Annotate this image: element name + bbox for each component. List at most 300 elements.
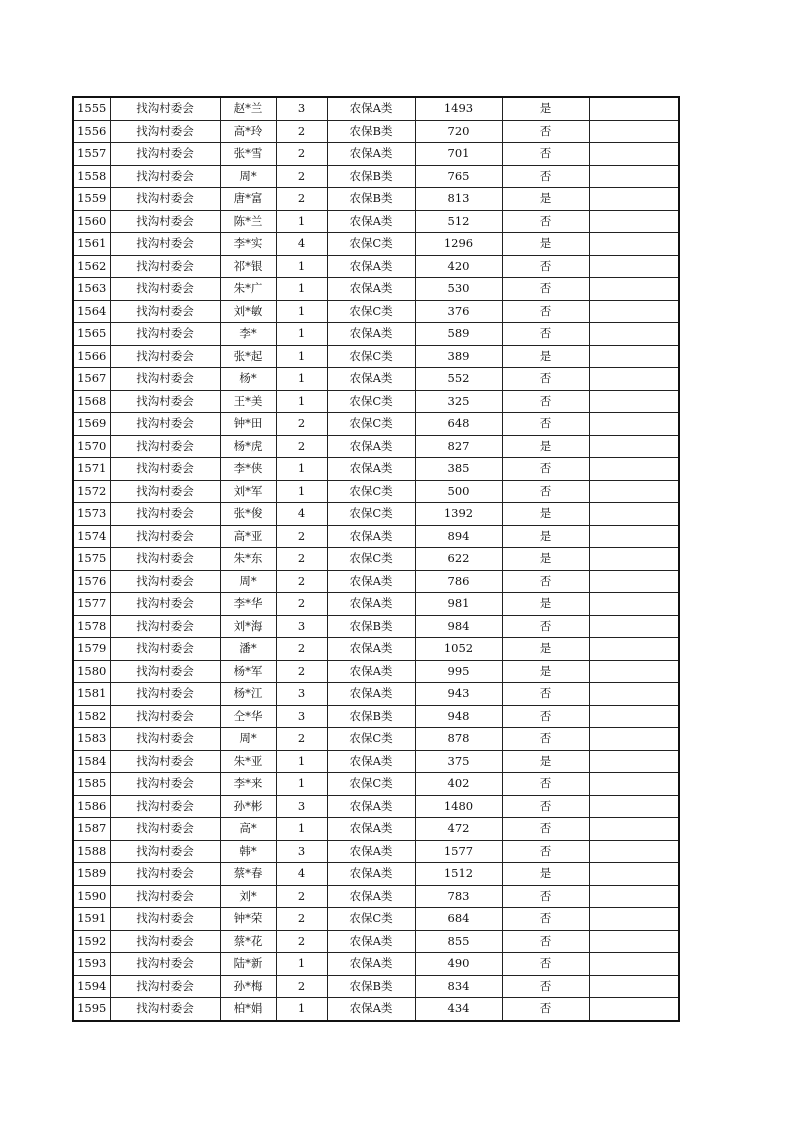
insurance-category: 农保B类: [327, 975, 415, 998]
village-committee: 找沟村委会: [110, 300, 220, 323]
amount: 684: [415, 908, 502, 931]
row-number: 1591: [73, 908, 110, 931]
blank-cell: [589, 773, 679, 796]
row-number: 1578: [73, 615, 110, 638]
village-committee: 找沟村委会: [110, 840, 220, 863]
village-committee: 找沟村委会: [110, 435, 220, 458]
person-name: 李*来: [220, 773, 276, 796]
blank-cell: [589, 615, 679, 638]
blank-cell: [589, 818, 679, 841]
household-size: 2: [276, 435, 327, 458]
row-number: 1587: [73, 818, 110, 841]
village-committee: 找沟村委会: [110, 615, 220, 638]
amount: 827: [415, 435, 502, 458]
flag-yes-no: 否: [502, 773, 589, 796]
household-size: 3: [276, 705, 327, 728]
person-name: 周*: [220, 728, 276, 751]
village-committee: 找沟村委会: [110, 97, 220, 120]
blank-cell: [589, 998, 679, 1021]
blank-cell: [589, 458, 679, 481]
row-number: 1569: [73, 413, 110, 436]
amount: 589: [415, 323, 502, 346]
table-row: [73, 593, 679, 616]
row-number: 1574: [73, 525, 110, 548]
household-size: 1: [276, 210, 327, 233]
flag-yes-no: 否: [502, 795, 589, 818]
flag-yes-no: 否: [502, 210, 589, 233]
amount: 1512: [415, 863, 502, 886]
blank-cell: [589, 390, 679, 413]
row-number: 1555: [73, 97, 110, 120]
person-name: 高*玲: [220, 120, 276, 143]
flag-yes-no: 否: [502, 143, 589, 166]
amount: 552: [415, 368, 502, 391]
amount: 1480: [415, 795, 502, 818]
insurance-category: 农保A类: [327, 435, 415, 458]
household-size: 1: [276, 390, 327, 413]
person-name: 高*: [220, 818, 276, 841]
flag-yes-no: 否: [502, 975, 589, 998]
village-committee: 找沟村委会: [110, 143, 220, 166]
flag-yes-no: 是: [502, 863, 589, 886]
row-number: 1580: [73, 660, 110, 683]
amount: 765: [415, 165, 502, 188]
table-row: [73, 728, 679, 751]
household-size: 1: [276, 458, 327, 481]
blank-cell: [589, 548, 679, 571]
village-committee: 找沟村委会: [110, 750, 220, 773]
flag-yes-no: 是: [502, 233, 589, 256]
household-size: 1: [276, 998, 327, 1021]
amount: 1493: [415, 97, 502, 120]
amount: 490: [415, 953, 502, 976]
row-number: 1572: [73, 480, 110, 503]
household-size: 1: [276, 953, 327, 976]
table-row: [73, 930, 679, 953]
insurance-category: 农保A类: [327, 660, 415, 683]
row-number: 1560: [73, 210, 110, 233]
amount: 786: [415, 570, 502, 593]
table-row: [73, 390, 679, 413]
flag-yes-no: 否: [502, 953, 589, 976]
amount: 783: [415, 885, 502, 908]
person-name: 高*亚: [220, 525, 276, 548]
insurance-category: 农保C类: [327, 390, 415, 413]
household-size: 2: [276, 143, 327, 166]
insurance-category: 农保A类: [327, 638, 415, 661]
household-size: 2: [276, 660, 327, 683]
blank-cell: [589, 525, 679, 548]
flag-yes-no: 否: [502, 480, 589, 503]
row-number: 1584: [73, 750, 110, 773]
blank-cell: [589, 683, 679, 706]
table-row: [73, 885, 679, 908]
insurance-category: 农保A类: [327, 683, 415, 706]
insurance-category: 农保C类: [327, 413, 415, 436]
row-number: 1568: [73, 390, 110, 413]
village-committee: 找沟村委会: [110, 863, 220, 886]
insurance-category: 农保A类: [327, 323, 415, 346]
household-size: 1: [276, 750, 327, 773]
table-row: [73, 525, 679, 548]
household-size: 1: [276, 255, 327, 278]
household-size: 3: [276, 683, 327, 706]
blank-cell: [589, 210, 679, 233]
blank-cell: [589, 278, 679, 301]
table-row: [73, 975, 679, 998]
person-name: 张*起: [220, 345, 276, 368]
table-row: [73, 660, 679, 683]
person-name: 钟*荣: [220, 908, 276, 931]
household-size: 2: [276, 548, 327, 571]
flag-yes-no: 否: [502, 368, 589, 391]
roster-body: [73, 97, 679, 1021]
amount: 376: [415, 300, 502, 323]
flag-yes-no: 否: [502, 390, 589, 413]
row-number: 1589: [73, 863, 110, 886]
amount: 648: [415, 413, 502, 436]
table-row: [73, 435, 679, 458]
flag-yes-no: 是: [502, 188, 589, 211]
flag-yes-no: 否: [502, 728, 589, 751]
row-number: 1590: [73, 885, 110, 908]
row-number: 1571: [73, 458, 110, 481]
person-name: 杨*军: [220, 660, 276, 683]
household-size: 4: [276, 503, 327, 526]
flag-yes-no: 否: [502, 840, 589, 863]
village-committee: 找沟村委会: [110, 458, 220, 481]
person-name: 周*: [220, 165, 276, 188]
flag-yes-no: 否: [502, 165, 589, 188]
person-name: 孙*梅: [220, 975, 276, 998]
village-committee: 找沟村委会: [110, 975, 220, 998]
village-committee: 找沟村委会: [110, 233, 220, 256]
row-number: 1575: [73, 548, 110, 571]
household-size: 2: [276, 975, 327, 998]
amount: 943: [415, 683, 502, 706]
row-number: 1595: [73, 998, 110, 1021]
household-size: 2: [276, 165, 327, 188]
insurance-category: 农保A类: [327, 593, 415, 616]
insurance-category: 农保A类: [327, 570, 415, 593]
household-size: 1: [276, 278, 327, 301]
blank-cell: [589, 908, 679, 931]
person-name: 李*: [220, 323, 276, 346]
row-number: 1593: [73, 953, 110, 976]
table-row: [73, 840, 679, 863]
blank-cell: [589, 255, 679, 278]
village-committee: 找沟村委会: [110, 323, 220, 346]
row-number: 1576: [73, 570, 110, 593]
insurance-category: 农保B类: [327, 705, 415, 728]
person-name: 陆*新: [220, 953, 276, 976]
flag-yes-no: 是: [502, 345, 589, 368]
insurance-category: 农保A类: [327, 368, 415, 391]
person-name: 蔡*春: [220, 863, 276, 886]
row-number: 1562: [73, 255, 110, 278]
insurance-category: 农保A类: [327, 143, 415, 166]
row-number: 1592: [73, 930, 110, 953]
village-committee: 找沟村委会: [110, 705, 220, 728]
person-name: 杨*虎: [220, 435, 276, 458]
amount: 434: [415, 998, 502, 1021]
village-committee: 找沟村委会: [110, 885, 220, 908]
amount: 512: [415, 210, 502, 233]
amount: 878: [415, 728, 502, 751]
blank-cell: [589, 930, 679, 953]
row-number: 1557: [73, 143, 110, 166]
flag-yes-no: 是: [502, 435, 589, 458]
household-size: 3: [276, 615, 327, 638]
row-number: 1573: [73, 503, 110, 526]
table-row: [73, 705, 679, 728]
roster-table: [72, 96, 680, 1022]
flag-yes-no: 是: [502, 750, 589, 773]
blank-cell: [589, 435, 679, 458]
household-size: 2: [276, 885, 327, 908]
blank-cell: [589, 97, 679, 120]
household-size: 1: [276, 368, 327, 391]
amount: 622: [415, 548, 502, 571]
village-committee: 找沟村委会: [110, 120, 220, 143]
flag-yes-no: 否: [502, 413, 589, 436]
village-committee: 找沟村委会: [110, 345, 220, 368]
village-committee: 找沟村委会: [110, 548, 220, 571]
insurance-category: 农保A类: [327, 255, 415, 278]
insurance-category: 农保C类: [327, 480, 415, 503]
person-name: 刘*军: [220, 480, 276, 503]
insurance-category: 农保C类: [327, 548, 415, 571]
insurance-category: 农保C类: [327, 773, 415, 796]
table-row: [73, 480, 679, 503]
amount: 894: [415, 525, 502, 548]
table-row: [73, 368, 679, 391]
household-size: 1: [276, 818, 327, 841]
amount: 402: [415, 773, 502, 796]
table-row: [73, 503, 679, 526]
amount: 981: [415, 593, 502, 616]
table-row: [73, 255, 679, 278]
flag-yes-no: 是: [502, 593, 589, 616]
person-name: 李*实: [220, 233, 276, 256]
insurance-category: 农保A类: [327, 278, 415, 301]
insurance-category: 农保A类: [327, 863, 415, 886]
amount: 813: [415, 188, 502, 211]
amount: 1296: [415, 233, 502, 256]
row-number: 1565: [73, 323, 110, 346]
table-row: [73, 278, 679, 301]
amount: 500: [415, 480, 502, 503]
blank-cell: [589, 413, 679, 436]
village-committee: 找沟村委会: [110, 818, 220, 841]
insurance-category: 农保B类: [327, 188, 415, 211]
insurance-category: 农保C类: [327, 233, 415, 256]
insurance-category: 农保A类: [327, 525, 415, 548]
flag-yes-no: 否: [502, 930, 589, 953]
village-committee: 找沟村委会: [110, 660, 220, 683]
person-name: 刘*海: [220, 615, 276, 638]
blank-cell: [589, 570, 679, 593]
person-name: 张*雪: [220, 143, 276, 166]
person-name: 孙*彬: [220, 795, 276, 818]
village-committee: 找沟村委会: [110, 390, 220, 413]
table-row: [73, 97, 679, 120]
village-committee: 找沟村委会: [110, 638, 220, 661]
amount: 530: [415, 278, 502, 301]
flag-yes-no: 否: [502, 300, 589, 323]
blank-cell: [589, 840, 679, 863]
row-number: 1563: [73, 278, 110, 301]
row-number: 1582: [73, 705, 110, 728]
table-row: [73, 165, 679, 188]
person-name: 潘*: [220, 638, 276, 661]
table-row: [73, 953, 679, 976]
insurance-category: 农保C类: [327, 728, 415, 751]
person-name: 蔡*花: [220, 930, 276, 953]
blank-cell: [589, 120, 679, 143]
household-size: 2: [276, 570, 327, 593]
flag-yes-no: 否: [502, 908, 589, 931]
person-name: 陈*兰: [220, 210, 276, 233]
person-name: 赵*兰: [220, 97, 276, 120]
insurance-category: 农保C类: [327, 300, 415, 323]
table-row: [73, 120, 679, 143]
household-size: 2: [276, 593, 327, 616]
table-row: [73, 143, 679, 166]
flag-yes-no: 是: [502, 660, 589, 683]
amount: 834: [415, 975, 502, 998]
blank-cell: [589, 750, 679, 773]
table-row: [73, 210, 679, 233]
blank-cell: [589, 705, 679, 728]
household-size: 4: [276, 233, 327, 256]
flag-yes-no: 否: [502, 705, 589, 728]
table-row: [73, 458, 679, 481]
amount: 1052: [415, 638, 502, 661]
table-row: [73, 188, 679, 211]
household-size: 2: [276, 930, 327, 953]
village-committee: 找沟村委会: [110, 165, 220, 188]
amount: 420: [415, 255, 502, 278]
person-name: 柏*娟: [220, 998, 276, 1021]
village-committee: 找沟村委会: [110, 480, 220, 503]
table-row: [73, 345, 679, 368]
table-row: [73, 795, 679, 818]
blank-cell: [589, 503, 679, 526]
blank-cell: [589, 323, 679, 346]
insurance-category: 农保B类: [327, 615, 415, 638]
person-name: 朱*亚: [220, 750, 276, 773]
flag-yes-no: 否: [502, 683, 589, 706]
blank-cell: [589, 165, 679, 188]
insurance-category: 农保A类: [327, 885, 415, 908]
row-number: 1559: [73, 188, 110, 211]
blank-cell: [589, 975, 679, 998]
household-size: 3: [276, 97, 327, 120]
household-size: 2: [276, 728, 327, 751]
household-size: 2: [276, 638, 327, 661]
table-row: [73, 570, 679, 593]
row-number: 1564: [73, 300, 110, 323]
amount: 385: [415, 458, 502, 481]
amount: 720: [415, 120, 502, 143]
insurance-category: 农保A类: [327, 818, 415, 841]
village-committee: 找沟村委会: [110, 570, 220, 593]
blank-cell: [589, 143, 679, 166]
blank-cell: [589, 345, 679, 368]
table-row: [73, 638, 679, 661]
table-row: [73, 233, 679, 256]
household-size: 3: [276, 795, 327, 818]
flag-yes-no: 否: [502, 998, 589, 1021]
insurance-category: 农保A类: [327, 795, 415, 818]
table-row: [73, 863, 679, 886]
amount: 1577: [415, 840, 502, 863]
person-name: 仝*华: [220, 705, 276, 728]
row-number: 1579: [73, 638, 110, 661]
amount: 855: [415, 930, 502, 953]
village-committee: 找沟村委会: [110, 795, 220, 818]
village-committee: 找沟村委会: [110, 503, 220, 526]
row-number: 1588: [73, 840, 110, 863]
household-size: 1: [276, 480, 327, 503]
household-size: 1: [276, 323, 327, 346]
flag-yes-no: 否: [502, 120, 589, 143]
row-number: 1567: [73, 368, 110, 391]
insurance-category: 农保B类: [327, 165, 415, 188]
blank-cell: [589, 885, 679, 908]
village-committee: 找沟村委会: [110, 998, 220, 1021]
row-number: 1561: [73, 233, 110, 256]
household-size: 1: [276, 773, 327, 796]
insurance-category: 农保A类: [327, 750, 415, 773]
person-name: 钟*田: [220, 413, 276, 436]
village-committee: 找沟村委会: [110, 255, 220, 278]
blank-cell: [589, 863, 679, 886]
row-number: 1558: [73, 165, 110, 188]
village-committee: 找沟村委会: [110, 210, 220, 233]
blank-cell: [589, 188, 679, 211]
row-number: 1566: [73, 345, 110, 368]
amount: 389: [415, 345, 502, 368]
amount: 325: [415, 390, 502, 413]
row-number: 1570: [73, 435, 110, 458]
person-name: 李*侠: [220, 458, 276, 481]
household-size: 2: [276, 413, 327, 436]
flag-yes-no: 是: [502, 548, 589, 571]
village-committee: 找沟村委会: [110, 908, 220, 931]
person-name: 祁*银: [220, 255, 276, 278]
flag-yes-no: 否: [502, 255, 589, 278]
blank-cell: [589, 953, 679, 976]
insurance-category: 农保A类: [327, 97, 415, 120]
row-number: 1585: [73, 773, 110, 796]
household-size: 2: [276, 525, 327, 548]
row-number: 1581: [73, 683, 110, 706]
insurance-category: 农保C类: [327, 345, 415, 368]
row-number: 1583: [73, 728, 110, 751]
flag-yes-no: 否: [502, 818, 589, 841]
table-row: [73, 683, 679, 706]
household-size: 2: [276, 188, 327, 211]
person-name: 刘*敏: [220, 300, 276, 323]
blank-cell: [589, 660, 679, 683]
person-name: 杨*: [220, 368, 276, 391]
insurance-category: 农保C类: [327, 503, 415, 526]
table-row: [73, 413, 679, 436]
table-row: [73, 818, 679, 841]
village-committee: 找沟村委会: [110, 368, 220, 391]
